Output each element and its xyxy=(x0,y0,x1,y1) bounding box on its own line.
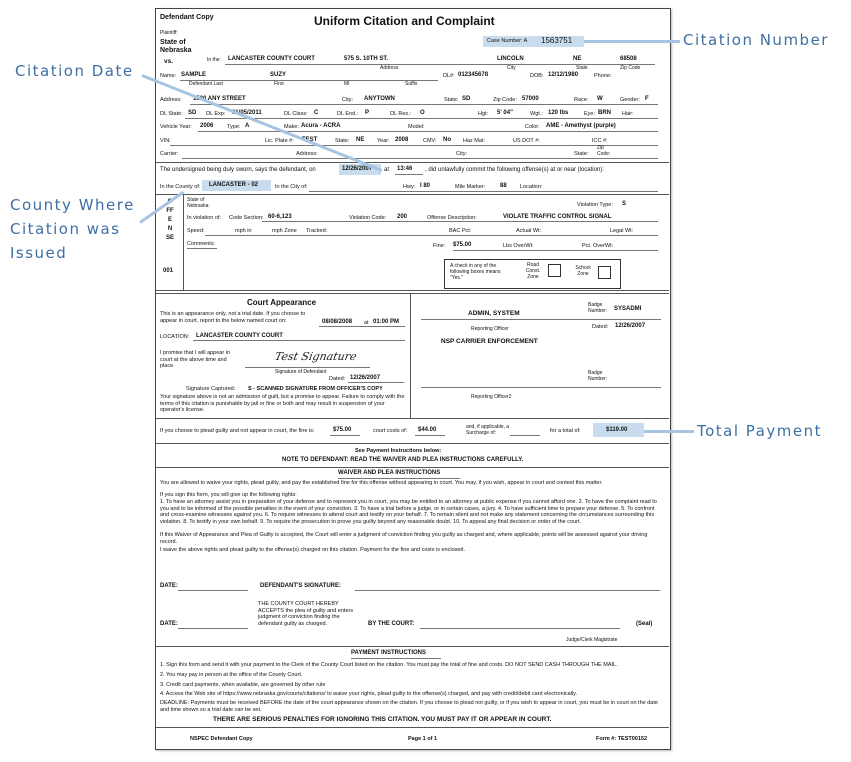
court-accepts-text: THE COUNTY COURT HEREBY ACCEPTS the plea of guilty and enters judgment of conviction finding the defendant guilty as charged. xyxy=(258,601,354,627)
county-label: In the County of: xyxy=(160,184,201,190)
violation-code-label: Violation Code: xyxy=(349,215,387,221)
waiver-paragraph-4: If this Waiver of Appearance and Plea of Guilty is accepted, the Court will enter a judgment of conviction finding you guilty as charged and, where applicable, points will be assessed against your driving record. xyxy=(160,532,648,545)
officer-agency: NSP CARRIER ENFORCEMENT xyxy=(441,338,538,345)
dl-exp-label: DL Exp: xyxy=(206,111,226,117)
dl-res-value: O xyxy=(420,110,425,116)
legal-weight-label: Legal Wt: xyxy=(610,228,634,234)
appearance-dated-label: Dated: xyxy=(329,376,346,382)
court-in-label: In the: xyxy=(207,57,221,63)
dl-state-value: SD xyxy=(188,110,197,116)
carrier-address-label: Address: xyxy=(296,151,318,157)
hwy-value: I 80 xyxy=(420,183,431,189)
city-label: City: xyxy=(342,97,353,103)
seal-label: (Seal) xyxy=(636,621,653,627)
mph-in-label: mph in xyxy=(235,228,252,234)
location-label: Location: xyxy=(520,184,543,190)
badge-label: Badge Number: xyxy=(588,302,608,314)
dl-state-label: DL State: xyxy=(160,111,183,117)
violation-code-value: 200 xyxy=(397,214,408,220)
pct-overweight-label: Pct. OverWt: xyxy=(582,243,614,249)
bac-label: BAC Pct: xyxy=(449,228,472,234)
callout-line-total-payment xyxy=(644,430,694,433)
case-number-label: Case Number: A xyxy=(487,38,528,44)
court-state: NE xyxy=(573,56,582,62)
sig-captured-value: S - SCANNED SIGNATURE FROM OFFICER'S COPY xyxy=(248,386,383,392)
tracked-label: Tracked: xyxy=(306,228,328,234)
carrier-state-label: State: xyxy=(574,151,589,157)
callout-county-line-3: Issued xyxy=(10,244,68,262)
court-address-caption: Address xyxy=(380,65,399,71)
form-title: Uniform Citation and Complaint xyxy=(314,14,495,28)
appearance-location-label: LOCATION: xyxy=(160,334,190,340)
defendant-signature-label: DEFENDANT'S SIGNATURE: xyxy=(260,583,341,589)
dl-exp-value: 01/05/2011 xyxy=(232,110,262,116)
plate-state-label: State: xyxy=(335,138,350,144)
race-label: Race: xyxy=(574,97,589,103)
appearance-note: Your signature above is not an admission of guilt, but a promise to appear. Failure to comply with the terms of this citation is punishable by jail or fine or both and may result in suspension of your operator's license. xyxy=(160,394,405,414)
plate-year: 2008 xyxy=(395,137,409,143)
hair-label: Hair: xyxy=(622,111,634,117)
sworn-city-label: In the City of: xyxy=(275,184,308,190)
vehicle-year: 2006 xyxy=(200,123,214,129)
court-city: LINCOLN xyxy=(497,56,524,62)
sworn-text-2: , did unlawfully commit the following offense(s) at or near (location): xyxy=(425,167,604,173)
dl-end-value: P xyxy=(365,110,370,116)
dl-label: DL#: xyxy=(443,73,455,79)
appearance-time: 01:00 PM xyxy=(373,319,400,325)
offense-vertical-label: OFFENSE xyxy=(166,199,175,241)
defendant-last-name: SAMPLE xyxy=(181,72,207,78)
mi-caption: MI xyxy=(344,81,350,87)
by-the-court-label: BY THE COURT: xyxy=(368,621,415,627)
defendant-city: ANYTOWN xyxy=(364,96,395,102)
callout-total-payment: Total Payment xyxy=(697,422,822,440)
fees-fine: $75.00 xyxy=(333,427,352,433)
race-value: W xyxy=(597,96,603,102)
road-const-label: Road Const. Zone xyxy=(525,262,541,280)
court-state-caption: State xyxy=(576,65,588,71)
violation-type-label: Violation Type: xyxy=(577,202,613,208)
callout-citation-date: Citation Date xyxy=(15,62,134,80)
reporting-officer-caption: Reporting Officer xyxy=(471,326,509,332)
see-payment-instructions: See Payment Instructions below: xyxy=(355,448,442,454)
offense-description: VIOLATE TRAFFIC CONTROL SIGNAL xyxy=(503,214,612,220)
lbs-overweight-label: Lbs OverWt: xyxy=(503,243,534,249)
plaintiff-label: Plaintiff: xyxy=(160,30,178,36)
reporting-officer2-caption: Reporting Officer2 xyxy=(471,394,512,400)
vehicle-model-label: Model: xyxy=(408,124,425,130)
payment-item-3: 3. Credit card payments, when available, are governed by other rule xyxy=(160,682,326,688)
citation-time: 13:46 xyxy=(397,166,413,172)
first-caption: First xyxy=(274,81,284,87)
zip-label: Zip Code: xyxy=(493,97,517,103)
carrier-city-label: City: xyxy=(456,151,467,157)
vehicle-year-label: Vehicle Year: xyxy=(160,124,192,130)
comments-label: Comments: xyxy=(187,241,216,247)
court-costs: $44.00 xyxy=(418,427,437,433)
dl-class-label: DL Class: xyxy=(284,111,308,117)
court-costs-label: court costs of: xyxy=(373,428,408,434)
defendant-zip: 57000 xyxy=(522,96,539,102)
plate-label: Lic. Plate #: xyxy=(265,138,294,144)
appearance-dated: 12/26/2007 xyxy=(350,375,381,381)
payment-item-1: 1. Sign this form and send it with your payment to the Clerk of the County Court listed on the citation. You must pay the total of fine and costs. DO NOT SEND CASH THROUGH THE MAIL. xyxy=(160,662,618,668)
dob-value: 12/12/1980 xyxy=(548,72,579,78)
penalty-warning: THERE ARE SERIOUS PENALTIES FOR IGNORING THIS CITATION. YOU MUST PAY IT OR APPEAR IN COURT. xyxy=(213,716,552,723)
code-section-value: 60-6,123 xyxy=(268,214,292,220)
vehicle-make-label: Make: xyxy=(284,124,299,130)
plate-state: NE xyxy=(356,137,365,143)
hgt-label: Hgt: xyxy=(478,111,489,117)
offense-nebraska: Nebraska: xyxy=(187,203,210,209)
footer-page: Page 1 of 1 xyxy=(408,736,438,742)
footer-copy-label: NSPEC Defendant Copy xyxy=(190,736,253,742)
school-zone-label: School Zone xyxy=(575,265,591,277)
violation-of-label: In violation of: xyxy=(187,215,221,221)
cmv-label: CMV: xyxy=(423,138,437,144)
speed-label: Speed: xyxy=(187,228,205,234)
name-label: Name: xyxy=(160,73,177,79)
defendant-state: SD xyxy=(462,96,471,102)
vin-label: VIN: xyxy=(160,138,171,144)
gender-value: F xyxy=(645,96,649,102)
case-number: 1563751 xyxy=(541,36,573,45)
sworn-at: at xyxy=(384,167,390,173)
signature-caption: Signature of Defendant xyxy=(275,369,327,375)
waiver-date-label: DATE: xyxy=(160,583,178,589)
hazmat-label: Haz Mat: xyxy=(463,138,486,144)
vehicle-color: AME - Amethyst (purple) xyxy=(546,123,616,129)
last-caption: Defendant Last xyxy=(189,81,223,87)
appearance-location: LANCASTER COUNTY COURT xyxy=(196,333,283,339)
versus-label: vs. xyxy=(164,58,174,65)
dl-end-label: DL End.: xyxy=(337,111,359,117)
court-name: LANCASTER COUNTY COURT xyxy=(228,56,315,62)
suffix-caption: Suffix xyxy=(405,81,418,87)
total-payment: $119.00 xyxy=(606,427,628,433)
school-zone-checkbox[interactable] xyxy=(598,266,611,279)
callout-citation-number: Citation Number xyxy=(683,31,829,49)
offense-number: 001 xyxy=(163,268,174,274)
callout-county-line-1: County Where xyxy=(10,196,135,214)
cmv-value: No xyxy=(443,137,451,143)
court-address: 575 S. 10TH ST. xyxy=(344,56,389,62)
hgt-value: 5' 04" xyxy=(497,110,513,116)
usdot-label: US DOT #: xyxy=(513,138,540,144)
offense-fine-label: Fine: xyxy=(433,243,446,249)
offense-state-of: State of xyxy=(187,197,205,203)
badge2-label: Badge Number: xyxy=(588,370,608,382)
carrier-zip-label: Zip Code: xyxy=(597,145,611,157)
defendant-first-name: SUZY xyxy=(270,72,287,78)
waiver-paragraph-2: If you sign this form, you will give up the following rights: xyxy=(160,492,297,498)
dl-number: 012345678 xyxy=(458,72,489,78)
hwy-label: Hwy: xyxy=(403,184,416,190)
zone-check-text: A check in any of the following boxes means "Yes." xyxy=(450,263,501,281)
vehicle-type-label: Type: xyxy=(227,124,241,130)
appearance-at: at xyxy=(364,320,369,326)
callout-county-line-2: Citation was xyxy=(10,220,121,238)
code-section-label: Code Section: xyxy=(229,215,264,221)
address-label: Address: xyxy=(160,97,182,103)
waiver-paragraph-5: I waive the above rights and plead guilty to the offense(s) charged on this citation. Payment for the fine and costs is enclosed. xyxy=(160,547,466,553)
dl-res-label: DL Res.: xyxy=(390,111,412,117)
dob-label: DOB: xyxy=(530,73,544,79)
payment-item-4: 4. Access the Web site of https://www.nebraska.gov/courts/citations/ to waive your rights, plead guilty to the offense(s) charged, and pay with credit/debit card electronically. xyxy=(160,691,577,697)
payment-deadline: DEADLINE: Payments must be received BEFORE the date of the court appearance shown on the citation. If you choose to plead not guilty, or if you wish to appear in court, you must be in court on the date and time shown so a trial date can be set. xyxy=(160,700,658,713)
violation-type-value: S xyxy=(622,201,627,207)
callout-line-citation-number xyxy=(584,40,680,43)
waiver-rights-list: 1. To have an attorney assist you in preparation of your defense and to represent you in court, you may be entitled to an attorney at public expense if you cannot afford one. 2. To have the complaint read to you and to be informed of the possible penalties in the event of your conviction. 3. To have a trial before a judge, or in certain cases, a jury. 4. To have sufficient time to prepare your defense. 5. To confront and cross-examine witnesses against you. 6. To require witnesses to attend court and testify on your behalf. 7. To remain silent and not make any statement concerning the circumstances surrounding this violation. 8. To testify in your own behalf. 9. To require the prosecution to prove you guilty beyond any reasonable doubt. 10. To appeal any final decision or order of the court. xyxy=(160,499,657,525)
phone-label: Phone: xyxy=(594,73,612,79)
payment-instructions-title: PAYMENT INSTRUCTIONS xyxy=(351,650,427,656)
plaintiff-nebraska: Nebraska xyxy=(160,47,192,54)
officer-dated-label: Dated: xyxy=(592,324,609,330)
carrier-label: Carrier: xyxy=(160,151,179,157)
sworn-text: The undersigned being duly sworn, says the defendant, on xyxy=(160,167,316,173)
waiver-paragraph-1: You are allowed to waive your rights, plead guilty, and pay the established fine for this offense without appearing in court. You may, if you wish, appear in court and contest this matter. xyxy=(160,480,603,486)
offense-fine: $75.00 xyxy=(453,242,472,248)
court-date-label: DATE: xyxy=(160,621,178,627)
footer-form-number: Form #: TEST00152 xyxy=(596,736,648,742)
promise-text: I promise that I will appear in court at the above time and place. xyxy=(160,350,231,370)
waiver-title: WAIVER AND PLEA INSTRUCTIONS xyxy=(338,470,441,476)
court-zip: 68508 xyxy=(620,56,637,62)
total-label: for a total of: xyxy=(550,428,581,434)
note-to-defendant: NOTE TO DEFENDANT: READ THE WAIVER AND PLEA INSTRUCTIONS CAREFULLY. xyxy=(282,457,524,463)
mile-marker-label: Mile Marker: xyxy=(455,184,486,190)
gender-label: Gender: xyxy=(620,97,640,103)
copy-label: Defendant Copy xyxy=(160,14,214,21)
vehicle-color-label: Color: xyxy=(525,124,540,130)
defendant-address: 1520 ANY STREET xyxy=(193,96,246,102)
actual-weight-label: Actual Wt: xyxy=(516,228,542,234)
icc-label: ICC #: xyxy=(592,138,608,144)
vehicle-make: Acura - ACRA xyxy=(301,123,341,129)
callout-county xyxy=(10,193,135,265)
payment-item-2: 2. You may pay in person at the office of the County Court. xyxy=(160,672,303,678)
offense-description-label: Offense Description: xyxy=(427,215,477,221)
court-appearance-title: Court Appearance xyxy=(247,298,317,307)
mph-zone-label: mph Zone xyxy=(272,228,297,234)
mile-marker-value: 88 xyxy=(500,183,507,189)
defendant-signature: Test Signature xyxy=(273,350,358,363)
fees-text: If you choose to plead guilty and not appear in court, the fine is: xyxy=(160,428,315,434)
plaintiff-state: State of xyxy=(160,39,186,46)
plate-value: TEST xyxy=(302,137,318,143)
dl-class-value: C xyxy=(314,110,319,116)
court-city-caption: City xyxy=(507,65,516,71)
officer-dated: 12/26/2007 xyxy=(615,323,646,329)
surcharge-label: and, if applicable, a Surcharge of: xyxy=(466,424,510,436)
officer-name: ADMIN, SYSTEM xyxy=(468,310,520,317)
appearance-text: This is an appearance only, not a trial date. If you choose to appear in court, report to the below named court on: xyxy=(160,311,306,324)
eye-value: BRN xyxy=(598,110,611,116)
appearance-date: 08/08/2008 xyxy=(322,319,353,325)
county-value: LANCASTER - 02 xyxy=(209,182,259,188)
wgt-value: 120 lbs xyxy=(548,110,569,116)
judge-caption: Judge/Clerk Magistrate xyxy=(566,637,618,643)
sig-captured-label: Signature Captured: xyxy=(186,386,236,392)
road-const-checkbox[interactable] xyxy=(548,264,561,277)
badge-number: SYSADMI xyxy=(614,306,642,312)
vehicle-type: A xyxy=(245,123,250,129)
court-zip-caption: Zip Code xyxy=(620,65,641,71)
eye-label: Eye: xyxy=(584,111,596,117)
citation-date: 12/26/2007 xyxy=(342,166,373,172)
state-label: State: xyxy=(444,97,459,103)
wgt-label: Wgt.: xyxy=(530,111,543,117)
plate-year-label: Year: xyxy=(377,138,390,144)
